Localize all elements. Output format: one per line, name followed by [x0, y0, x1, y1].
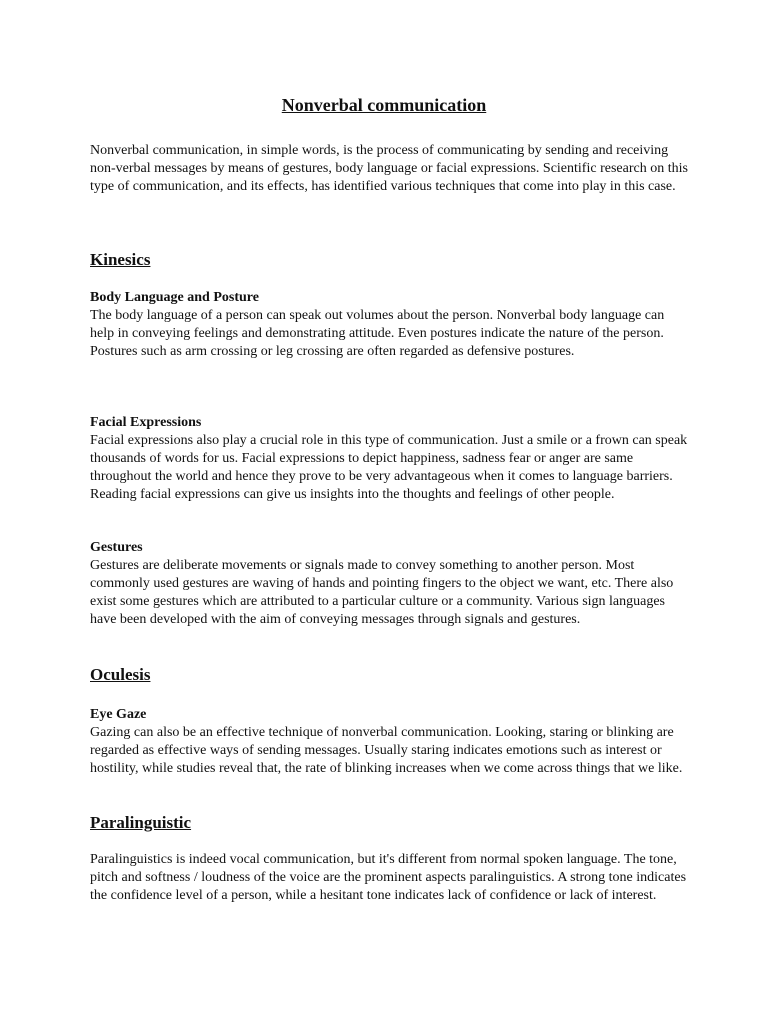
- section-heading-oculesis: Oculesis: [90, 665, 151, 684]
- facial-expressions-paragraph: Facial expressions also play a crucial role in this type of communication. Just a smile or a frown can speak thousands of words for us. Facial expressions to depict happiness, sadness fear or anger are same throughout the world and hence they prove to be very advantageous when it comes to language barriers. Reading facial expressions can give us insights into the thoughts and feelings of other people.: [90, 433, 688, 502]
- subheading-eye-gaze: Eye Gaze: [90, 707, 147, 722]
- subheading-body-language: Body Language and Posture: [90, 290, 259, 305]
- body-language-paragraph: The body language of a person can speak out volumes about the person. Nonverbal body language can help in conveying feelings and demonstrating attitude. Even postures indicate the nature of the person. Postures such as arm crossing or leg crossing are often regarded as defensive postures.: [90, 308, 665, 359]
- subheading-gestures: Gestures: [90, 540, 143, 555]
- intro-paragraph: Nonverbal communication, in simple words, is the process of communicating by sending and receiving non-verbal messages by means of gestures, body language or facial expressions. Scientific research on this type of communication, and its effects, has identified various techniques that come into play in this case.: [90, 143, 688, 194]
- paralinguistic-paragraph: Paralinguistics is indeed vocal communication, but it's different from normal spoken language. The tone, pitch and softness / loudness of the voice are the prominent aspects paralinguistics. A strong tone indicates the confidence level of a person, while a hesitant tone indicates lack of confidence or lack of interest.: [90, 852, 687, 903]
- section-heading-kinesics: Kinesics: [90, 250, 151, 269]
- eye-gaze-paragraph: Gazing can also be an effective technique of nonverbal communication. Looking, staring or blinking are regarded as effective ways of sending messages. Usually staring indicates emotions such as interest or hostility, while studies reveal that, the rate of blinking increases when we come across things that we like.: [90, 725, 683, 776]
- document-title: Nonverbal communication: [281, 95, 487, 115]
- section-heading-paralinguistic: Paralinguistic: [90, 813, 192, 832]
- gestures-paragraph: Gestures are deliberate movements or signals made to convey something to another person. Most commonly used gestures are waving of hands and pointing fingers to the object we want, etc. There also exist some gestures which are attributed to a particular culture or a community. Various sign languages have been developed with the aim of conveying messages through signals and gestures.: [90, 558, 674, 627]
- subheading-facial-expressions: Facial Expressions: [90, 415, 202, 430]
